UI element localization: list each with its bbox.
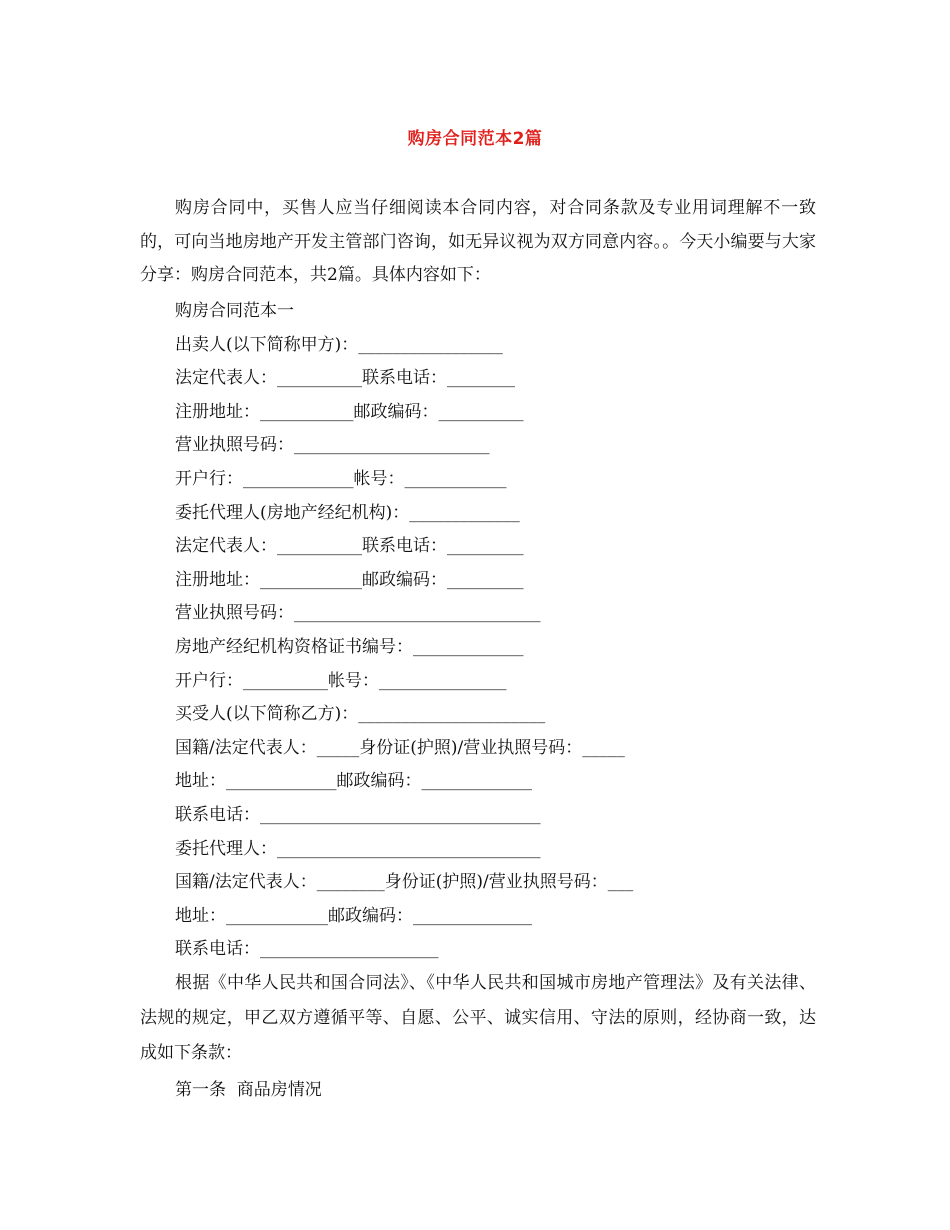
buyer-phone-line: 联系电话：_________________________________ [175, 804, 541, 825]
agent-license-line: 营业执照号码：_____________________________ [175, 603, 541, 624]
seller-license-line: 营业执照号码：_______________________ [175, 435, 490, 456]
agent-certificate-line: 房地产经纪机构资格证书编号：_____________ [175, 636, 524, 657]
buyer-agent-line: 委托代理人：_______________________________ [175, 838, 541, 859]
article-heading: 第一条 商品房情况 [175, 1080, 322, 1100]
seller-line: 出卖人(以下简称甲方)：_________________ [175, 334, 503, 355]
buyer-agent-nationality-line: 国籍/法定代表人：________身份证(护照)/营业执照号码：___ [175, 872, 634, 893]
buyer-line: 买受人(以下简称乙方)：______________________ [175, 704, 546, 725]
seller-bank-line: 开户行：_____________帐号：____________ [175, 468, 507, 489]
section-heading: 购房合同范本一 [175, 301, 294, 321]
buyer-nationality-line: 国籍/法定代表人：_____身份证(护照)/营业执照号码：_____ [175, 737, 625, 758]
agent-address-line: 注册地址：____________邮政编码：_________ [175, 569, 524, 590]
intro-paragraph: 购房合同中，买售人应当仔细阅读本合同内容，对合同条款及专业用词理解不一致的，可向当地房地产开发主管部门咨询，如无异议视为双方同意内容。。今天小编要与大家分享：购房合同范本，共2篇。具体内容如下： [140, 198, 816, 285]
agent-bank-line: 开户行：__________帐号：_______________ [175, 670, 507, 691]
seller-representative-line: 法定代表人：__________联系电话：________ [175, 368, 515, 389]
legal-basis-paragraph: 根据《中华人民共和国合同法》、《中华人民共和国城市房地产管理法》及有关法律、法规的规定，甲乙双方遵循平等、自愿、公平、诚实信用、守法的原则，经协商一致，达成如下条款： [140, 973, 816, 1063]
buyer-address-line: 地址：_____________邮政编码：_____________ [175, 771, 532, 792]
agent-representative-line: 法定代表人：__________联系电话：_________ [175, 536, 524, 557]
buyer-agent-phone-line: 联系电话：_____________________ [175, 939, 439, 960]
buyer-agent-address-line: 地址：____________邮政编码：______________ [175, 905, 532, 926]
seller-address-line: 注册地址：___________邮政编码：__________ [175, 401, 524, 422]
agent-line: 委托代理人(房地产经纪机构)：_____________ [175, 502, 520, 523]
contract-party-fields [175, 295, 815, 967]
document-title: 购房合同范本2篇 [407, 129, 543, 149]
